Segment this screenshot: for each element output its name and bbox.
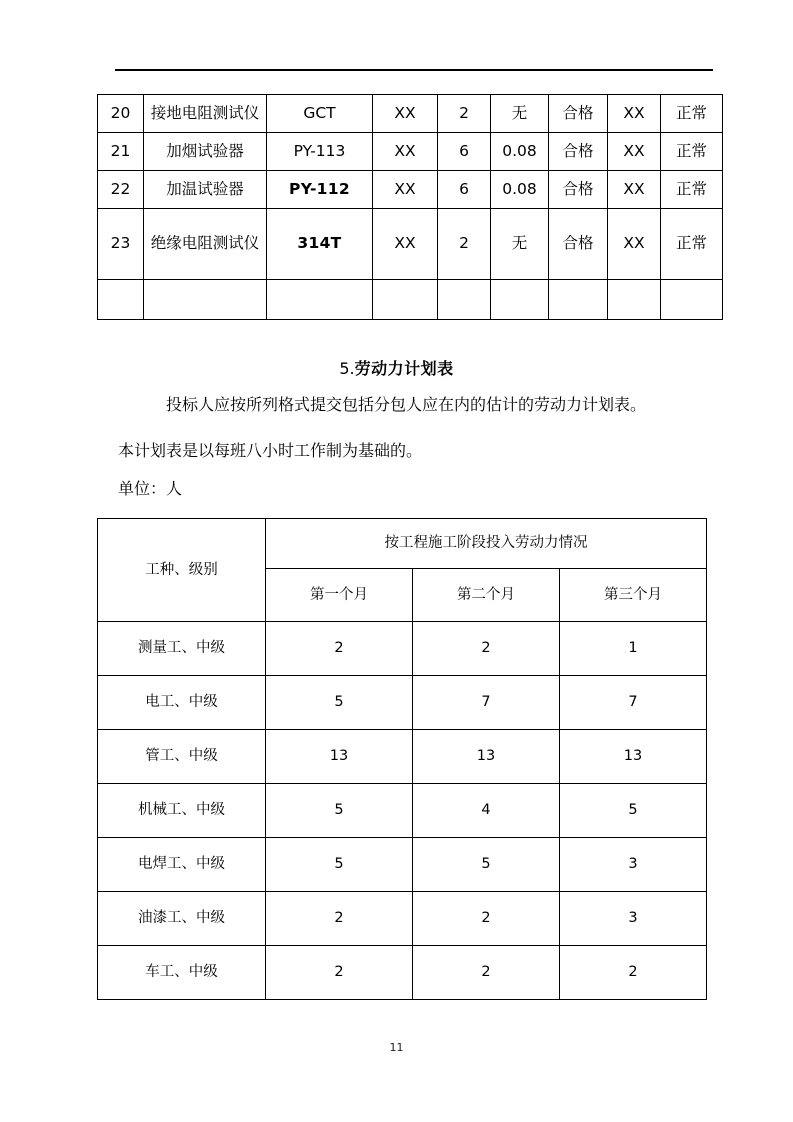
- section-paragraph-1: 投标人应按所列格式提交包括分包人应在内的估计的劳动力计划表。: [166, 395, 647, 414]
- table-row: [98, 676, 707, 730]
- equipment-table: [97, 94, 723, 320]
- labour-plan-table: [97, 518, 707, 1000]
- equipment-made: [373, 280, 438, 320]
- equipment-check: 合格: [549, 209, 608, 280]
- labour-month-3: 7: [560, 676, 707, 730]
- labour-table-body: [98, 622, 707, 1000]
- table-row: [98, 784, 707, 838]
- section-number: 5.: [339, 359, 355, 378]
- equipment-status: 正常: [661, 95, 723, 133]
- labour-month-2: 5: [413, 838, 560, 892]
- equipment-made: XX: [373, 171, 438, 209]
- equipment-no: [98, 280, 144, 320]
- labour-trade: 电工、中级: [98, 676, 266, 730]
- col-header-month-2: 第二个月: [413, 569, 560, 622]
- equipment-qty: 6: [438, 133, 491, 171]
- labour-month-3: 1: [560, 622, 707, 676]
- equipment-power: 0.08: [491, 171, 549, 209]
- equipment-name: 加烟试验器: [144, 133, 267, 171]
- table-row: [98, 838, 707, 892]
- table-row: [98, 622, 707, 676]
- equipment-qty: 2: [438, 95, 491, 133]
- equipment-no: 20: [98, 95, 144, 133]
- section-paragraph-2: 本计划表是以每班八小时工作制为基础的。: [118, 441, 423, 460]
- equipment-year: [608, 280, 661, 320]
- equipment-name: 绝缘电阻测试仪: [144, 209, 267, 280]
- labour-month-1: 5: [266, 838, 413, 892]
- labour-month-1: 5: [266, 784, 413, 838]
- labour-month-2: 7: [413, 676, 560, 730]
- labour-month-2: 2: [413, 622, 560, 676]
- equipment-year: XX: [608, 171, 661, 209]
- labour-month-1: 2: [266, 946, 413, 1000]
- labour-month-3: 3: [560, 892, 707, 946]
- equipment-no: 23: [98, 209, 144, 280]
- equipment-check: 合格: [549, 133, 608, 171]
- equipment-no: 21: [98, 133, 144, 171]
- equipment-model: GCT: [267, 95, 373, 133]
- equipment-power: [491, 280, 549, 320]
- table-row: [98, 133, 723, 171]
- equipment-name: [144, 280, 267, 320]
- labour-trade: 油漆工、中级: [98, 892, 266, 946]
- page-number: 11: [389, 1041, 404, 1054]
- equipment-model: PY-113: [267, 133, 373, 171]
- labour-month-2: 2: [413, 892, 560, 946]
- labour-trade: 车工、中级: [98, 946, 266, 1000]
- equipment-power: 0.08: [491, 133, 549, 171]
- table-row: [98, 946, 707, 1000]
- table-row-empty: [98, 280, 723, 320]
- page-header-rule: [115, 69, 713, 71]
- col-header-trade: 工种、级别: [98, 519, 266, 622]
- equipment-made: XX: [373, 209, 438, 280]
- labour-month-2: 4: [413, 784, 560, 838]
- equipment-model: [267, 280, 373, 320]
- equipment-made: XX: [373, 133, 438, 171]
- equipment-status: 正常: [661, 133, 723, 171]
- equipment-qty: 2: [438, 209, 491, 280]
- table-header-row: [98, 519, 707, 569]
- equipment-model: PY-112: [267, 171, 373, 209]
- labour-trade: 管工、中级: [98, 730, 266, 784]
- labour-month-3: 5: [560, 784, 707, 838]
- labour-month-2: 2: [413, 946, 560, 1000]
- labour-trade: 测量工、中级: [98, 622, 266, 676]
- labour-month-3: 13: [560, 730, 707, 784]
- table-row: [98, 171, 723, 209]
- labour-month-3: 2: [560, 946, 707, 1000]
- labour-month-1: 2: [266, 892, 413, 946]
- equipment-qty: 6: [438, 171, 491, 209]
- equipment-power: 无: [491, 95, 549, 133]
- equipment-status: 正常: [661, 171, 723, 209]
- equipment-made: XX: [373, 95, 438, 133]
- table-row: [98, 209, 723, 280]
- equipment-check: [549, 280, 608, 320]
- section-heading: [0, 359, 793, 378]
- equipment-year: XX: [608, 209, 661, 280]
- labour-table-head: [98, 519, 707, 622]
- labour-month-3: 3: [560, 838, 707, 892]
- equipment-check: 合格: [549, 171, 608, 209]
- equipment-year: XX: [608, 95, 661, 133]
- section-unit-label: 单位：人: [118, 479, 183, 498]
- equipment-model: 314T: [267, 209, 373, 280]
- equipment-qty: [438, 280, 491, 320]
- table-row: [98, 95, 723, 133]
- equipment-power: 无: [491, 209, 549, 280]
- labour-month-1: 13: [266, 730, 413, 784]
- equipment-year: XX: [608, 133, 661, 171]
- equipment-name: 加温试验器: [144, 171, 267, 209]
- col-header-group: 按工程施工阶段投入劳动力情况: [266, 519, 707, 569]
- labour-trade: 电焊工、中级: [98, 838, 266, 892]
- equipment-status: 正常: [661, 209, 723, 280]
- col-header-month-1: 第一个月: [266, 569, 413, 622]
- table-row: [98, 730, 707, 784]
- equipment-check: 合格: [549, 95, 608, 133]
- table-row: [98, 892, 707, 946]
- labour-month-2: 13: [413, 730, 560, 784]
- col-header-month-3: 第三个月: [560, 569, 707, 622]
- equipment-status: [661, 280, 723, 320]
- labour-month-1: 2: [266, 622, 413, 676]
- equipment-table-body: [98, 95, 723, 320]
- section-title: 劳动力计划表: [354, 359, 454, 378]
- equipment-name: 接地电阻测试仪: [144, 95, 267, 133]
- labour-month-1: 5: [266, 676, 413, 730]
- labour-trade: 机械工、中级: [98, 784, 266, 838]
- equipment-no: 22: [98, 171, 144, 209]
